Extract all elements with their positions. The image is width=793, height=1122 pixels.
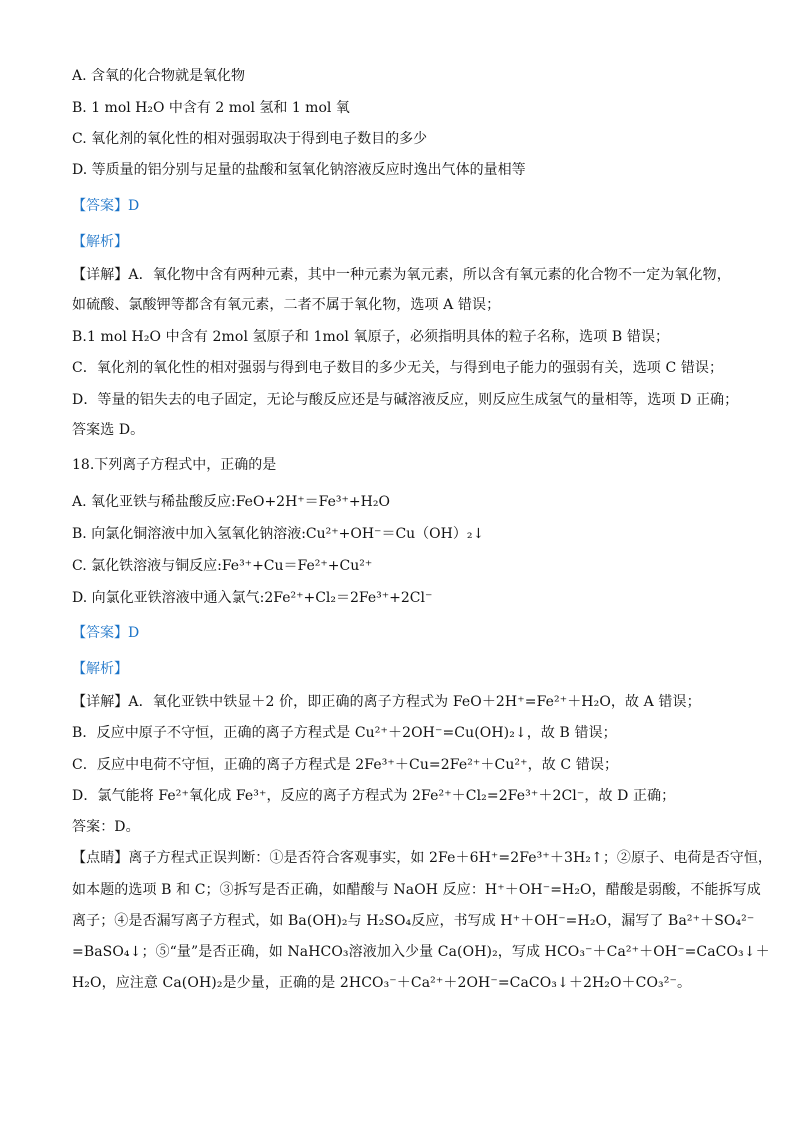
q18-analysis-label: 【解析】 [72, 661, 128, 677]
q17-option-b: B. 1 mol H₂O 中含有 2 mol 氢和 1 mol 氧 [72, 100, 350, 116]
q18-tips-line-1: 【点睛】离子方程式正误判断：①是否符合客观事实，如 2Fe＋6H⁺=2Fe³⁺＋3H₂↑；②原子、电荷是否守恒， [72, 850, 773, 866]
q17-explain-line-1: 【详解】A．氧化物中含有两种元素，其中一种元素为氧元素，所以含有氧元素的化合物不一定为氧化物， [72, 267, 731, 283]
q18-explain-line-4: D．氯气能将 Fe²⁺氧化成 Fe³⁺，反应的离子方程式为 2Fe²⁺＋Cl₂=2Fe³⁺＋2Cl⁻，故 D 正确； [72, 788, 676, 804]
q17-explain-line-4: C．氧化剂的氧化性的相对强弱与得到电子数目的多少无关，与得到电子能力的强弱有关，选项 C 错误； [72, 360, 724, 376]
q18-tips-line-3: 离子；④是否漏写离子方程式，如 Ba(OH)₂与 H₂SO₄反应，书写成 H⁺＋OH⁻=H₂O，漏写了 Ba²⁺＋SO₄²⁻ [72, 913, 755, 929]
q18-answer: 【答案】D [72, 625, 140, 641]
q18-tips-line-2: 如本题的选项 B 和 C；③拆写是否正确，如醋酸与 NaOH 反应：H⁺＋OH⁻=H₂O，醋酸是弱酸，不能拆写成 [72, 882, 761, 898]
q18-option-c: C. 氯化铁溶液与铜反应:Fe³⁺+Cu＝Fe²⁺+Cu²⁺ [72, 558, 373, 574]
q18-option-d: D. 向氯化亚铁溶液中通入氯气:2Fe²⁺+Cl₂＝2Fe³⁺+2Cl⁻ [72, 590, 433, 606]
q18-explain-line-2: B．反应中原子不守恒，正确的离子方程式是 Cu²⁺＋2OH⁻=Cu(OH)₂↓，故 B 错误； [72, 725, 617, 741]
q17-option-d: D. 等质量的铝分别与足量的盐酸和氢氧化钠溶液反应时逸出气体的量相等 [72, 162, 526, 178]
q18-explain-line-1: 【详解】A．氧化亚铁中铁显＋2 价，即正确的离子方程式为 FeO＋2H⁺=Fe²⁺＋H₂O，故 A 错误； [72, 694, 701, 710]
q18-tips-line-5: H₂O，应注意 Ca(OH)₂是少量，正确的是 2HCO₃⁻＋Ca²⁺＋2OH⁻=CaCO₃↓＋2H₂O＋CO₃²⁻。 [72, 975, 692, 991]
q18-title: 18.下列离子方程式中，正确的是 [72, 457, 277, 473]
q17-answer: 【答案】D [72, 198, 140, 214]
q17-analysis-label: 【解析】 [72, 234, 128, 250]
q17-explain-line-3: B.1 mol H₂O 中含有 2mol 氢原子和 1mol 氧原子，必须指明具体的粒子名称，选项 B 错误； [72, 329, 670, 345]
q17-explain-line-6: 答案选 D。 [72, 422, 145, 438]
q17-explain-line-5: D．等量的铝失去的电子固定，无论与酸反应还是与碱溶液反应，则反应生成氢气的量相等，选项 D 正确； [72, 392, 739, 408]
q18-tips-line-4: =BaSO₄↓；⑤“量”是否正确，如 NaHCO₃溶液加入少量 Ca(OH)₂，写成 HCO₃⁻＋Ca²⁺＋OH⁻=CaCO₃↓＋ [72, 944, 770, 960]
q17-explain-line-2: 如硫酸、氯酸钾等都含有氧元素，二者不属于氧化物，选项 A 错误； [72, 297, 501, 313]
q18-explain-line-3: C．反应中电荷不守恒，正确的离子方程式是 2Fe³⁺＋Cu=2Fe²⁺＋Cu²⁺，故 C 错误； [72, 757, 619, 773]
q18-option-a: A. 氧化亚铁与稀盐酸反应:FeO+2H⁺＝Fe³⁺+H₂O [72, 494, 390, 510]
q18-explain-line-5: 答案：D。 [72, 819, 140, 835]
q17-option-a: A. 含氧的化合物就是氧化物 [72, 68, 246, 84]
q18-option-b: B. 向氯化铜溶液中加入氢氧化钠溶液:Cu²⁺+OH⁻＝Cu（OH）₂↓ [72, 526, 485, 542]
q17-option-c: C. 氧化剂的氧化性的相对强弱取决于得到电子数目的多少 [72, 131, 428, 147]
